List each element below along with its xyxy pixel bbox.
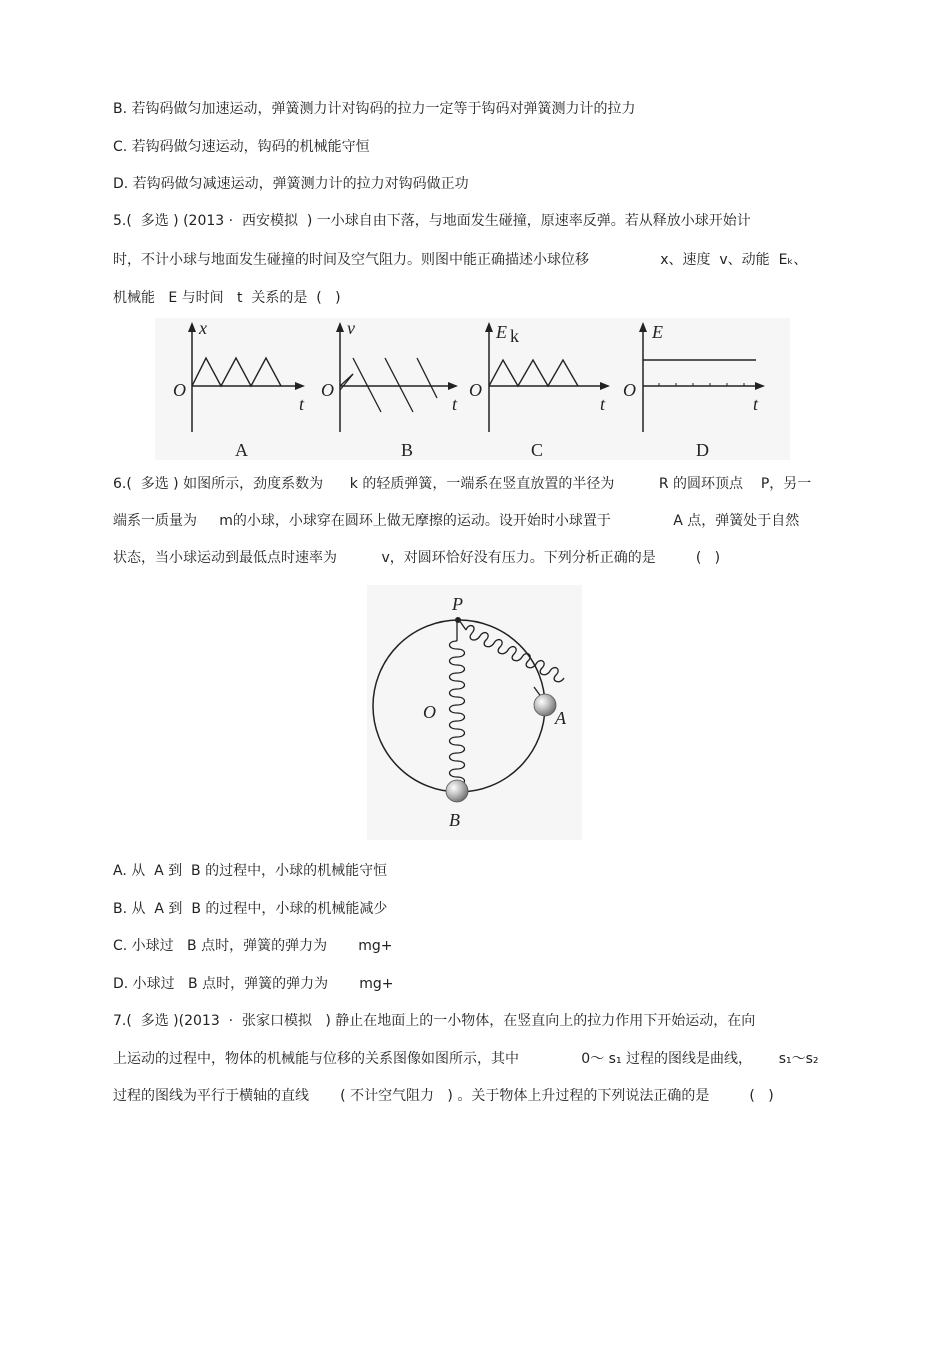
label-p: P <box>452 594 463 614</box>
graph-d-xlabel: t <box>753 394 759 414</box>
graph-d-origin: O <box>623 380 636 400</box>
graph-b-caption: B <box>401 440 414 460</box>
q6-option-a: A. 从 A 到 B 的过程中，小球的机械能守恒 <box>113 863 388 879</box>
q4-option-d: D. 若钩码做匀减速运动，弹簧测力计的拉力对钩码做正功 <box>113 176 469 192</box>
graph-c-origin: O <box>469 380 482 400</box>
graph-a-xlabel: t <box>299 394 305 414</box>
graph-c-xlabel: t <box>600 394 606 414</box>
graph-a-origin: O <box>173 380 186 400</box>
q7-stem-line3: 过程的图线为平行于横轴的直线 ( 不计空气阻力 ) 。关于物体上升过程的下列说法正确的是 ( ) <box>113 1088 774 1104</box>
graph-a-ylabel: x <box>199 318 207 338</box>
q7-stem-line1: 7.( 多选 )(2013 · 张家口模拟 ) 静止在地面上的一小物体，在竖直向上的拉力作用下开始运动，在向 <box>113 1013 756 1029</box>
label-b: B <box>449 810 460 830</box>
point-p <box>455 617 461 623</box>
graph-c-ylabel: E <box>496 322 507 342</box>
graph-d-ylabel: E <box>652 322 663 342</box>
q6-stem-line1: 6.( 多选 ) 如图所示，劲度系数为 k 的轻质弹簧，一端系在竖直放置的半径为 R 的圆环顶点 P，另一 <box>113 476 812 492</box>
graph-c-ylabel-sub: k <box>510 326 519 346</box>
graph-b-origin: O <box>321 380 334 400</box>
q5-stem-line1: 5.( 多选 ) (2013 · 西安模拟 ) 一小球自由下落，与地面发生碰撞，原速率反弹。若从释放小球开始计 <box>113 213 751 229</box>
graph-a-caption: A <box>235 440 248 460</box>
graph-c-caption: C <box>531 440 544 460</box>
q6-option-c: C. 小球过 B 点时，弹簧的弹力为 mg+ <box>113 938 393 954</box>
graph-b-xlabel: t <box>452 394 458 414</box>
q6-ring-figure <box>367 585 582 840</box>
graph-b-ylabel: v <box>347 318 355 338</box>
q5-stem-line3: 机械能 E 与时间 t 关系的是 ( ) <box>113 290 341 306</box>
q5-stem-line2: 时，不计小球与地面发生碰撞的时间及空气阻力。则图中能正确描述小球位移 x、速度 v、动能 Eₖ、 <box>113 252 808 268</box>
q4-option-b: B. 若钩码做匀加速运动，弹簧测力计对钩码的拉力一定等于钩码对弹簧测力计的拉力 <box>113 101 636 117</box>
label-o: O <box>423 702 436 722</box>
q5-graphs-figure <box>155 318 790 460</box>
q6-stem-line3: 状态，当小球运动到最低点时速率为 v，对圆环恰好没有压力。下列分析正确的是 ( ) <box>113 550 721 566</box>
q6-stem-line2: 端系一质量为 m的小球，小球穿在圆环上做无摩擦的运动。设开始时小球置于 A 点，弹簧处于自然 <box>113 513 800 529</box>
q6-option-b: B. 从 A 到 B 的过程中，小球的机械能减少 <box>113 901 388 917</box>
q6-option-d: D. 小球过 B 点时，弹簧的弹力为 mg+ <box>113 976 394 992</box>
q7-stem-line2: 上运动的过程中，物体的机械能与位移的关系图像如图所示，其中 0～ s₁ 过程的图线是曲线， s₁～s₂ <box>113 1051 819 1067</box>
q4-option-c: C. 若钩码做匀速运动，钩码的机械能守恒 <box>113 139 370 155</box>
label-a: A <box>555 708 566 728</box>
ball-a <box>534 694 556 716</box>
ball-b <box>446 780 468 802</box>
graph-d-caption: D <box>696 440 709 460</box>
